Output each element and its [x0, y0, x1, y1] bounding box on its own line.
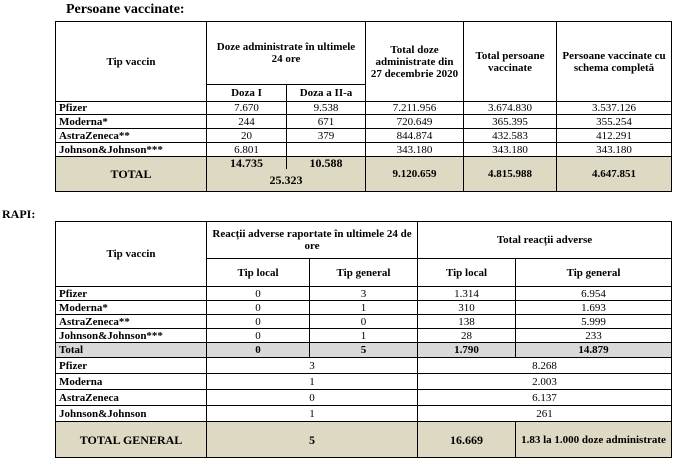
- rapi-heading: RAPI:: [2, 207, 36, 221]
- total-label: TOTAL: [56, 157, 207, 192]
- rapi-col-header-local-total: Tip local: [418, 259, 516, 287]
- rapi-col-header-adverse-24h: Reacții adverse raportate în ultimele 24 de ore: [207, 222, 418, 259]
- general-total-value: 5.999: [516, 315, 672, 329]
- table-row: [56, 115, 672, 129]
- table-row: [56, 406, 672, 422]
- dose1-value: 7.670: [207, 102, 287, 115]
- total-combined-doses: 25.323: [207, 169, 366, 191]
- adverse-24h-value: 1: [207, 406, 418, 422]
- table-row: [56, 390, 672, 406]
- local-24h-value: 0: [207, 315, 310, 329]
- persons-value: 432.583: [464, 129, 557, 143]
- dose2-value: 379: [287, 129, 366, 143]
- table-row: [56, 358, 672, 374]
- vaccinated-table: [55, 21, 672, 192]
- rapi-total-general: 14.879: [516, 343, 672, 358]
- col-header-total-doses: Total doze administrate din 27 decembrie 2020: [366, 22, 464, 102]
- table-row: [56, 315, 672, 329]
- general-24h-value: 1: [310, 301, 418, 315]
- rapi-total-row: [56, 343, 672, 358]
- table-row: [56, 102, 672, 115]
- total-dose1: 14.735: [207, 157, 287, 170]
- vaccine-name: AstraZeneca**: [56, 315, 207, 329]
- complete-value: 412.291: [557, 129, 672, 143]
- adverse-24h-value: 3: [207, 358, 418, 374]
- col-header-doses-24h: Doze administrate în ultimele 24 ore: [207, 22, 366, 85]
- table-row: [56, 287, 672, 301]
- table-row: [56, 374, 672, 390]
- total-doses-value: 7.211.956: [366, 102, 464, 115]
- persons-value: 3.674.830: [464, 102, 557, 115]
- rapi-total-local-24h: 0: [207, 343, 310, 358]
- grand-total-label: TOTAL GENERAL: [56, 422, 207, 458]
- local-24h-value: 0: [207, 301, 310, 315]
- rapi-col-header-vaccine-type: Tip vaccin: [56, 222, 207, 287]
- grand-total-row: [56, 422, 672, 458]
- adverse-total-value: 261: [418, 406, 672, 422]
- adverse-total-value: 6.137: [418, 390, 672, 406]
- grand-total-24h: 5: [207, 422, 418, 458]
- adverse-24h-value: 1: [207, 374, 418, 390]
- table-row: [56, 143, 672, 157]
- dose2-value: 671: [287, 115, 366, 129]
- total-doses-value: 343.180: [366, 143, 464, 157]
- total-row: [56, 157, 672, 170]
- complete-value: 343.180: [557, 143, 672, 157]
- total-doses-value: 720.649: [366, 115, 464, 129]
- vaccine-name: AstraZeneca: [56, 390, 207, 406]
- rapi-col-header-general-24h: Tip general: [310, 259, 418, 287]
- col-header-complete-schema: Persoane vaccinate cu schema completă: [557, 22, 672, 102]
- complete-value: 3.537.126: [557, 102, 672, 115]
- vaccine-name: Johnson&Johnson: [56, 406, 207, 422]
- vaccine-name: Moderna: [56, 374, 207, 390]
- adverse-24h-value: 0: [207, 390, 418, 406]
- dose2-value: [287, 143, 366, 157]
- rapi-col-header-total-adverse: Total reacții adverse: [418, 222, 672, 259]
- complete-value: 355.254: [557, 115, 672, 129]
- col-header-vaccine-type: Tip vaccin: [56, 22, 207, 102]
- persons-value: 365.395: [464, 115, 557, 129]
- vaccine-name: Pfizer: [56, 102, 207, 115]
- total-doses-sum: 9.120.659: [366, 157, 464, 192]
- vaccine-name: Johnson&Johnson***: [56, 143, 207, 157]
- general-24h-value: 0: [310, 315, 418, 329]
- adverse-total-value: 8.268: [418, 358, 672, 374]
- rapi-total-local: 1.790: [418, 343, 516, 358]
- total-complete-sum: 4.647.851: [557, 157, 672, 192]
- total-persons-sum: 4.815.988: [464, 157, 557, 192]
- general-24h-value: 1: [310, 329, 418, 343]
- vaccine-name: Moderna*: [56, 115, 207, 129]
- local-24h-value: 0: [207, 287, 310, 301]
- general-total-value: 233: [516, 329, 672, 343]
- vaccine-name: AstraZeneca**: [56, 129, 207, 143]
- local-total-value: 138: [418, 315, 516, 329]
- general-24h-value: 3: [310, 287, 418, 301]
- persons-value: 343.180: [464, 143, 557, 157]
- general-total-value: 6.954: [516, 287, 672, 301]
- adverse-total-value: 2.003: [418, 374, 672, 390]
- grand-total-rate: 1.83 la 1.000 doze administrate: [516, 422, 672, 458]
- col-header-total-persons: Total persoane vaccinate: [464, 22, 557, 102]
- vaccinated-heading: Persoane vaccinate:: [66, 2, 185, 17]
- table-row: [56, 329, 672, 343]
- local-total-value: 1.314: [418, 287, 516, 301]
- dose1-value: 6.801: [207, 143, 287, 157]
- local-24h-value: 0: [207, 329, 310, 343]
- total-doses-value: 844.874: [366, 129, 464, 143]
- rapi-col-header-general-total: Tip general: [516, 259, 672, 287]
- rapi-total-label: Total: [56, 343, 207, 358]
- local-total-value: 28: [418, 329, 516, 343]
- col-header-dose-1: Doza I: [207, 85, 287, 102]
- rapi-table: [55, 221, 672, 458]
- grand-total-value: 16.669: [418, 422, 516, 458]
- col-header-dose-2: Doza a II-a: [287, 85, 366, 102]
- vaccine-name: Pfizer: [56, 287, 207, 301]
- vaccine-name: Pfizer: [56, 358, 207, 374]
- dose2-value: 9.538: [287, 102, 366, 115]
- dose1-value: 244: [207, 115, 287, 129]
- vaccine-name: Moderna*: [56, 301, 207, 315]
- dose1-value: 20: [207, 129, 287, 143]
- table-row: [56, 129, 672, 143]
- total-dose2: 10.588: [287, 157, 366, 170]
- general-total-value: 1.693: [516, 301, 672, 315]
- table-row: [56, 301, 672, 315]
- local-total-value: 310: [418, 301, 516, 315]
- rapi-col-header-local-24h: Tip local: [207, 259, 310, 287]
- rapi-total-general-24h: 5: [310, 343, 418, 358]
- vaccine-name: Johnson&Johnson***: [56, 329, 207, 343]
